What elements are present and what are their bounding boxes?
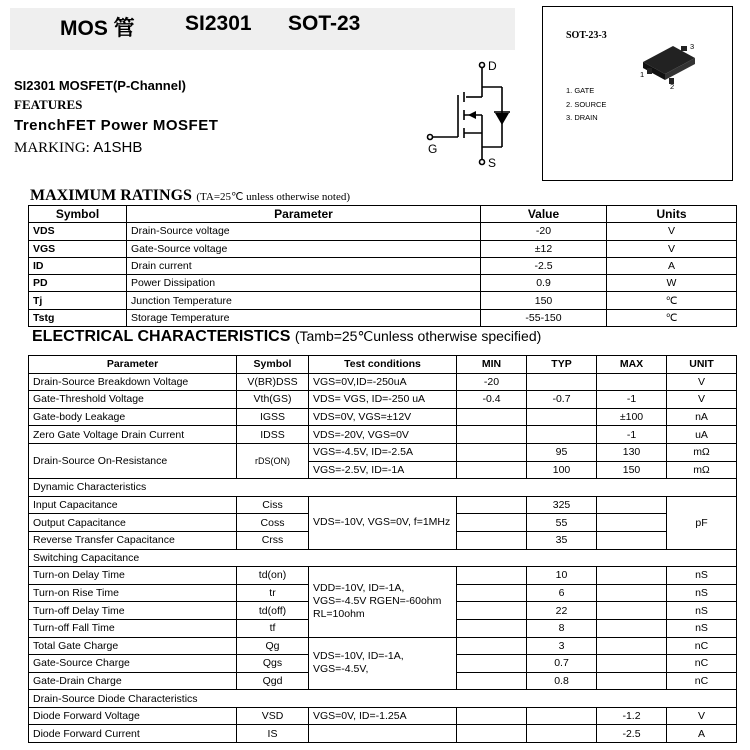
- cell: Turn-off Fall Time: [29, 619, 237, 637]
- cell: -1: [597, 426, 667, 444]
- cell: Vth(GS): [237, 391, 309, 409]
- col-header: Units: [607, 206, 737, 223]
- table-row: [29, 496, 737, 514]
- pin-num-1: 1: [640, 70, 645, 79]
- cell: [597, 602, 667, 620]
- cell: Junction Temperature: [127, 292, 481, 309]
- section-title: Dynamic Characteristics: [29, 479, 737, 497]
- cell: Reverse Transfer Capacitance: [29, 531, 237, 549]
- ratings-note: (TA=25℃ unless otherwise noted): [196, 191, 350, 203]
- cell: Qgd: [237, 672, 309, 690]
- col-header: TYP: [527, 356, 597, 374]
- cell: VGS=-2.5V, ID=-1A: [309, 461, 457, 479]
- cell: VDS=-10V, VGS=0V, f=1MHz: [309, 496, 457, 549]
- part-number: SI2301: [185, 12, 252, 35]
- cell: [457, 637, 527, 655]
- cell: W: [607, 275, 737, 292]
- col-header: MIN: [457, 356, 527, 374]
- cell: Tj: [29, 292, 127, 309]
- cell: 3: [527, 637, 597, 655]
- cell: IDSS: [237, 426, 309, 444]
- info-line-1: SI2301 MOSFET(P-Channel): [14, 78, 186, 93]
- pin-gate: 1. GATE: [566, 86, 595, 95]
- cell: [597, 496, 667, 514]
- table-row: [29, 567, 737, 585]
- source-label: S: [488, 156, 497, 170]
- cell: 130: [597, 443, 667, 461]
- cell: [457, 567, 527, 585]
- cell: [457, 619, 527, 637]
- cell: V: [607, 240, 737, 257]
- cell: 100: [527, 461, 597, 479]
- section-row: [29, 690, 737, 708]
- package-name: SOT-23: [288, 12, 361, 35]
- cell: Qgs: [237, 655, 309, 673]
- cell: nA: [667, 408, 737, 426]
- cell: V: [667, 391, 737, 409]
- elec-title: ELECTRICAL CHARACTERISTICS: [32, 328, 291, 345]
- elec-note: (Tamb=25℃unless otherwise specified): [294, 328, 542, 344]
- cell: -1.2: [597, 707, 667, 725]
- col-header: Symbol: [29, 206, 127, 223]
- cell: td(on): [237, 567, 309, 585]
- cell: [597, 655, 667, 673]
- package-title: SOT-23-3: [566, 30, 607, 41]
- cell: [527, 373, 597, 391]
- col-header: Parameter: [29, 356, 237, 374]
- cell: nC: [667, 672, 737, 690]
- cell: 150: [597, 461, 667, 479]
- cell: [597, 637, 667, 655]
- table-row: [29, 275, 737, 292]
- cell: ±12: [481, 240, 607, 257]
- cell: nC: [667, 655, 737, 673]
- cell: [457, 672, 527, 690]
- cell: Turn-on Rise Time: [29, 584, 237, 602]
- cell: nS: [667, 584, 737, 602]
- cell: VDD=-10V, ID=-1A, VGS=-4.5V RGEN=-60ohm RL=10ohm: [309, 567, 457, 637]
- cell: VGS=-4.5V, ID=-2.5A: [309, 443, 457, 461]
- col-header: Value: [481, 206, 607, 223]
- cell: td(off): [237, 602, 309, 620]
- cell: ℃: [607, 292, 737, 309]
- cell: -20: [457, 373, 527, 391]
- info-trenchfet: TrenchFET Power MOSFET: [14, 117, 219, 134]
- cell: Output Capacitance: [29, 514, 237, 532]
- cell: [597, 672, 667, 690]
- cell: Drain-Source Breakdown Voltage: [29, 373, 237, 391]
- cell: mΩ: [667, 443, 737, 461]
- cell: VGS=0V,ID=-250uA: [309, 373, 457, 391]
- table-row: [29, 637, 737, 655]
- pin-num-2: 2: [670, 82, 675, 91]
- cell: pF: [667, 496, 737, 549]
- cell: 55: [527, 514, 597, 532]
- cell: Drain-Source On-Resistance: [29, 443, 237, 478]
- cell: -20: [481, 223, 607, 240]
- cell: VGS=0V, ID=-1.25A: [309, 707, 457, 725]
- cell: tr: [237, 584, 309, 602]
- drain-label: D: [488, 59, 497, 73]
- cell: [457, 602, 527, 620]
- table-header-row: [29, 206, 737, 223]
- cell: 10: [527, 567, 597, 585]
- table-row: [29, 391, 737, 409]
- cell: -1: [597, 391, 667, 409]
- cell: Storage Temperature: [127, 309, 481, 326]
- cell: -2.5: [597, 725, 667, 743]
- cell: [597, 567, 667, 585]
- cell: V(BR)DSS: [237, 373, 309, 391]
- cell: Diode Forward Voltage: [29, 707, 237, 725]
- cell: Crss: [237, 531, 309, 549]
- cell: VDS=-10V, ID=-1A, VGS=-4.5V,: [309, 637, 457, 690]
- cell: nS: [667, 567, 737, 585]
- cell: 95: [527, 443, 597, 461]
- cell: Diode Forward Current: [29, 725, 237, 743]
- cell: A: [607, 257, 737, 274]
- cell: -0.4: [457, 391, 527, 409]
- cell: VGS: [29, 240, 127, 257]
- cell: IS: [237, 725, 309, 743]
- cell: ℃: [607, 309, 737, 326]
- table-row: [29, 240, 737, 257]
- section-row: [29, 479, 737, 497]
- table-row: [29, 408, 737, 426]
- table-row: [29, 292, 737, 309]
- cell: [597, 373, 667, 391]
- cell: V: [667, 707, 737, 725]
- cell: ID: [29, 257, 127, 274]
- cell: [457, 514, 527, 532]
- cell: 8: [527, 619, 597, 637]
- table-row: [29, 309, 737, 326]
- col-header: MAX: [597, 356, 667, 374]
- cell: [527, 707, 597, 725]
- ratings-table: [28, 205, 737, 327]
- cell: Gate-Drain Charge: [29, 672, 237, 690]
- cell: Tstg: [29, 309, 127, 326]
- section-row: [29, 549, 737, 567]
- cell: Gate-Threshold Voltage: [29, 391, 237, 409]
- cell: tf: [237, 619, 309, 637]
- cell: Zero Gate Voltage Drain Current: [29, 426, 237, 444]
- cell: 325: [527, 496, 597, 514]
- cell: [457, 707, 527, 725]
- cell: [527, 426, 597, 444]
- cell: Drain current: [127, 257, 481, 274]
- ratings-title: MAXIMUM RATINGS: [30, 187, 192, 204]
- part-type: MOS 管: [60, 17, 135, 40]
- cell: Turn-on Delay Time: [29, 567, 237, 585]
- cell: [597, 531, 667, 549]
- section-title: Switching Capacitance: [29, 549, 737, 567]
- cell: Gate-body Leakage: [29, 408, 237, 426]
- cell: [457, 408, 527, 426]
- table-row: [29, 725, 737, 743]
- cell: 6: [527, 584, 597, 602]
- cell: [457, 725, 527, 743]
- info-features: FEATURES: [14, 97, 83, 112]
- table-row: [29, 426, 737, 444]
- cell: 22: [527, 602, 597, 620]
- cell: VDS=-20V, VGS=0V: [309, 426, 457, 444]
- cell: Input Capacitance: [29, 496, 237, 514]
- cell: Turn-off Delay Time: [29, 602, 237, 620]
- cell: Ciss: [237, 496, 309, 514]
- cell: [527, 725, 597, 743]
- cell: Gate-Source Charge: [29, 655, 237, 673]
- marking-label: MARKING:: [14, 140, 90, 156]
- cell: Total Gate Charge: [29, 637, 237, 655]
- cell: VDS= VGS, ID=-250 uA: [309, 391, 457, 409]
- elec-heading: [32, 328, 541, 346]
- cell: [597, 619, 667, 637]
- cell: [597, 514, 667, 532]
- cell: 0.8: [527, 672, 597, 690]
- cell: Power Dissipation: [127, 275, 481, 292]
- cell: IGSS: [237, 408, 309, 426]
- cell: Gate-Source voltage: [127, 240, 481, 257]
- cell: -0.7: [527, 391, 597, 409]
- cell: [457, 655, 527, 673]
- cell: -2.5: [481, 257, 607, 274]
- table-row: [29, 223, 737, 240]
- cell: nC: [667, 637, 737, 655]
- col-header: Symbol: [237, 356, 309, 374]
- cell: VDS: [29, 223, 127, 240]
- pin-source: 2. SOURCE: [566, 100, 607, 109]
- cell: [597, 584, 667, 602]
- cell: ±100: [597, 408, 667, 426]
- cell: nS: [667, 602, 737, 620]
- cell: V: [667, 373, 737, 391]
- elec-table: [28, 355, 737, 743]
- ratings-heading: [30, 187, 350, 205]
- col-header: UNIT: [667, 356, 737, 374]
- cell: [309, 725, 457, 743]
- cell: VDS=0V, VGS=±12V: [309, 408, 457, 426]
- cell: -55-150: [481, 309, 607, 326]
- marking: [14, 139, 142, 157]
- cell: uA: [667, 426, 737, 444]
- cell: VSD: [237, 707, 309, 725]
- cell: V: [607, 223, 737, 240]
- cell: 150: [481, 292, 607, 309]
- cell: Qg: [237, 637, 309, 655]
- cell: 0.7: [527, 655, 597, 673]
- cell: [457, 584, 527, 602]
- col-header: Test conditions: [309, 356, 457, 374]
- cell: PD: [29, 275, 127, 292]
- table-row: [29, 373, 737, 391]
- cell: nS: [667, 619, 737, 637]
- marking-value: A1SHB: [93, 139, 143, 156]
- cell: [527, 408, 597, 426]
- table-row: [29, 257, 737, 274]
- cell: [457, 531, 527, 549]
- cell: A: [667, 725, 737, 743]
- cell: Drain-Source voltage: [127, 223, 481, 240]
- pin-num-3: 3: [690, 42, 695, 51]
- section-title: Drain-Source Diode Characteristics: [29, 690, 737, 708]
- cell: Coss: [237, 514, 309, 532]
- table-header-row: [29, 356, 737, 374]
- cell: 0.9: [481, 275, 607, 292]
- col-header: Parameter: [127, 206, 481, 223]
- table-row: [29, 443, 737, 461]
- cell: rDS(ON): [237, 443, 309, 478]
- cell: 35: [527, 531, 597, 549]
- cell: [457, 496, 527, 514]
- cell: [457, 426, 527, 444]
- cell: [457, 443, 527, 461]
- gate-label: G: [428, 142, 438, 156]
- cell: [457, 461, 527, 479]
- table-row: [29, 707, 737, 725]
- mosfet-symbol-icon: [420, 55, 530, 175]
- cell: mΩ: [667, 461, 737, 479]
- pin-drain: 3. DRAIN: [566, 113, 598, 122]
